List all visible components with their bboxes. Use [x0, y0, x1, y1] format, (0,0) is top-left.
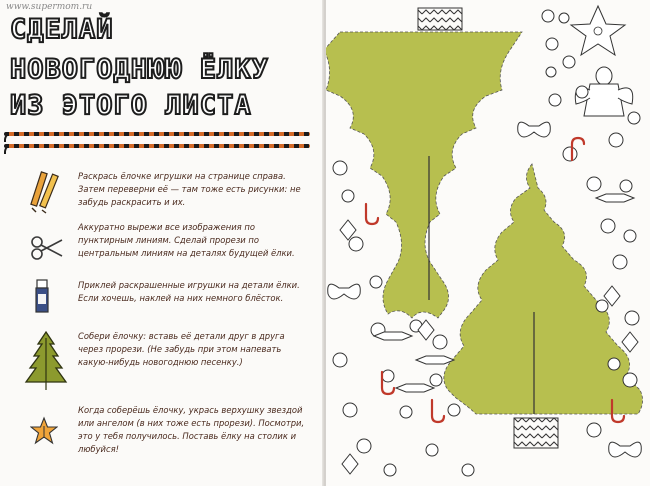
candy-ornament [416, 356, 454, 364]
christmas-tree-icon [24, 330, 68, 394]
bauble-ornament [433, 335, 447, 349]
cutout-sheet [326, 0, 650, 486]
bauble-ornament [342, 190, 354, 202]
step-4-text: Собери ёлочку: вставь её детали друг в друга через прорези. (Не забудь при этом напевать какую-нибудь новогоднюю песенку.) [78, 331, 285, 367]
bauble-ornament [576, 86, 588, 98]
step-5-text: Когда соберёшь ёлочку, укрась верхушку звездой или ангелом (в них тоже есть прорези). Посмотри, это у тебя получилось. Поставь ёлку на столик и любуйся! [78, 405, 305, 454]
title-line-1: СДЕЛАЙ [10, 14, 114, 45]
bauble-ornament [624, 230, 636, 242]
watermark: www.supermom.ru [6, 2, 93, 12]
bauble-ornament [620, 180, 632, 192]
candy-ornament [396, 384, 434, 392]
tree-2-trunk-pattern [514, 418, 558, 448]
candy-cane-ornament [366, 204, 378, 224]
step-2-text: Аккуратно вырежи все изображения по пунктирным линиям. Сделай прорези по центральным линиям на деталях будущей ёлки. [78, 222, 295, 258]
bauble-ornament [357, 439, 371, 453]
bauble-ornament [426, 444, 438, 456]
scissors-icon [30, 234, 64, 262]
bauble-ornament [430, 374, 442, 386]
bauble-ornament [549, 94, 561, 106]
step-1-text: Раскрась ёлочке игрушки на странице справа. Затем переверни её — там тоже есть рисунки: не забудь раскрасить и их. [78, 171, 301, 207]
bow-ornament [518, 122, 551, 137]
bauble-ornament [623, 373, 637, 387]
bauble-ornament [563, 56, 575, 68]
bauble-ornament [563, 147, 577, 161]
glue-stick-icon [34, 278, 50, 314]
tree-1-trunk-pattern [418, 8, 462, 30]
bauble-ornament [343, 403, 357, 417]
bauble-ornament [333, 161, 347, 175]
bauble-ornament [625, 311, 639, 325]
bauble-ornament [462, 464, 474, 476]
bauble-ornament [587, 423, 601, 437]
bauble-ornament [384, 464, 396, 476]
bauble-ornament [546, 67, 556, 77]
bauble-ornament [628, 112, 640, 124]
star-icon [30, 416, 58, 446]
bauble-ornament [400, 406, 412, 418]
bauble-ornament [333, 353, 347, 367]
bauble-ornament [382, 370, 394, 382]
title-line-2: НОВОГОДНЮЮ ЁЛКУ [10, 54, 269, 85]
candy-ornament [596, 194, 634, 202]
decorative-cord-bottom [4, 144, 310, 148]
bauble-ornament [349, 237, 363, 251]
bauble-ornament [608, 358, 620, 370]
diamond-ornament [342, 454, 358, 474]
left-page [0, 0, 324, 486]
bauble-ornament [546, 38, 558, 50]
star-ornament [571, 6, 625, 55]
diamond-ornament [622, 332, 638, 352]
bauble-ornament [601, 219, 615, 233]
bauble-ornament [448, 404, 460, 416]
bow-ornament [328, 284, 361, 299]
candy-ornament [374, 332, 412, 340]
title-line-3: ИЗ ЭТОГО ЛИСТА [10, 90, 252, 121]
decorative-cord-top [4, 132, 310, 136]
bauble-ornament [559, 13, 569, 23]
candy-cane-ornament [432, 400, 444, 422]
step-3-text: Приклей раскрашенные игрушки на детали ёлки. Если хочешь, наклей на них немного блёсток. [78, 280, 300, 303]
bow-ornament [609, 442, 642, 457]
bauble-ornament [370, 276, 382, 288]
bauble-ornament [587, 177, 601, 191]
bauble-ornament [596, 300, 608, 312]
bauble-ornament [613, 255, 627, 269]
pencils-icon [30, 168, 64, 214]
bauble-ornament [542, 10, 554, 22]
bauble-ornament [609, 133, 623, 147]
